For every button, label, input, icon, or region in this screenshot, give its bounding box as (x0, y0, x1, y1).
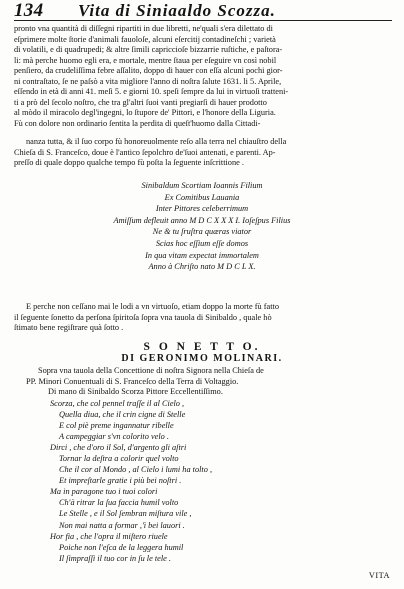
page-number: 134 (14, 0, 44, 21)
text-line: eſprimere molte ſtorie d'animali fauoloſe, alcuni eſercitij contadineſchi ; varietà (14, 34, 276, 44)
text-line: penſiero, da crudeliſſima febre aſſalito, doppo di hauer con eſſa alcuni pochi gior- (14, 66, 283, 75)
epitaph-line: Ne & tu ſruſtra quæras viator (152, 227, 252, 237)
sonetto-author: DI GERONIMO MOLINARI. (121, 353, 283, 364)
epitaph-line: Ex Comitibus Lauania (164, 192, 240, 202)
poem-line: Dirci , che d'oro il Sol, d'argento gli aſtri (50, 443, 187, 453)
text-line: il ſeguente ſonetto da perſona ſpiritoſa ſopra vna tauola di Sinibaldo , quale hò (14, 312, 272, 322)
poem-line: Ch'à ritrar la ſua faccia humil volto (59, 498, 179, 508)
epitaph-line: Anno à Chriſto nato M D C L X. (148, 262, 256, 272)
subheading-line: Sopra vna tauola della Concettione di noſtra Signora nella Chieſa de (38, 366, 264, 375)
epitaph-line: Inter Pittores celeberrimum (155, 204, 249, 214)
poem-line: Non mai natta a formar ,'ì bei lauori . (59, 520, 185, 530)
subheading-line: PP. Minori Conuentuali di S. Franceſco della Terra di Voltaggio. (26, 376, 239, 386)
text-line: ni contraſtato, ſe ne paſsò a vita migliore l'anno di noſtra ſalute 1631. li 5. Aprile, (14, 76, 282, 86)
text-line: nanza tutta, & il ſuo corpo fù honoreuolmente reſo alla terra nel chiauſtro della (26, 137, 287, 146)
text-line: li: mà perche huomo egli era, e mortale, mentre ſtaua per eſeguire vn così nobil (14, 55, 277, 65)
poem-line: Ma in paragone tuo i tuoi colori (50, 487, 158, 497)
prose-block-2 (14, 137, 392, 169)
text-line: ſtimato bene regiſtrare quà ſotto . (14, 323, 124, 332)
text-line: Fù con dolore non ordinario ſentita la perdita di queſt'huomo dalla Cittadi- (14, 118, 261, 128)
page-header (14, 0, 392, 21)
subheading-line: Di mano di Sinibaldo Scorza Pittore Eccellentiſſimo. (48, 387, 223, 396)
poem-line: Et impreſtarle gratie i più bei noſtri . (59, 476, 182, 486)
poem-line: Le Stelle , e il Sol ſembran miſtura vile , (59, 509, 192, 519)
poem-line: Scorza, che col pennel traſſe il al Cielo , (50, 399, 185, 408)
text-line: al mòdo il miracolo degl'ingegni, lo ſtupore de' Pittori, e l'honore della Liguria. (14, 108, 276, 117)
poem-line: Quella diua, che il crin cigne di Stelle (59, 410, 186, 420)
poem-line: Tornar la deſtra a colorir quel volto (59, 454, 179, 464)
text-line: pronto vna quantità di diſſegni ripartiti in due libretti, ne'quali s'era dilettato di (14, 24, 273, 33)
text-line: eſſendo in età di anni 41. meſi 5. e giorni 10. speſi ſempre da lui in virtuoſi tratteni- (14, 87, 289, 96)
epitaph-line: Scias hoc eſſium eſſe domos (155, 238, 249, 248)
epitaph-line: Amiſſum defleuit anno M D C X X X I. Ioſeſpus Filius (113, 215, 291, 225)
text-line: Chieſa di S. Franceſco, doue è l'antico ſepolchro de'ſuoi antenati, e parenti. Ap- (14, 147, 276, 157)
running-title: Vita di Siniaaldo Scozza. (78, 1, 276, 20)
text-line: E perche non ceſſano mai le lodi a vn virtuoſo, etiam doppo la morte fù fatto (26, 302, 279, 311)
sonetto-subheading (14, 366, 392, 398)
text-line: di volatili, e di quadrupedi; & altre ſimili capriccioſe bizzarrie ruſtiche, e paſtora- (14, 45, 283, 54)
poem-line: Il ſimpraſſi il tuo cor in ſu le tele . (59, 553, 171, 563)
prose-block-1 (14, 24, 392, 129)
epitaph-inscription (0, 180, 404, 273)
poem-line: Poiche non l'eſca de la leggera humil (59, 542, 184, 552)
poem-line: A campeggiar s'vn colorito velo . (59, 432, 169, 442)
sonetto-heading: S O N E T T O. (143, 341, 261, 353)
epitaph-line: Sinibaldum Scortiam Ioannis Filium (141, 181, 263, 190)
text-line: preſſo di quale doppo qualche tempo fù poſta la ſeguente inſcrittione . (14, 158, 244, 167)
catchword: VITA (368, 571, 390, 580)
poem-line: Hor fia , che l'opra il miſtero riuele (50, 531, 168, 541)
poem-line: Che il cor al Mondo , al Cielo i lumi ha tolto , (59, 465, 213, 475)
text-line: ti a prò del ſecolo noſtro, che tra gl'altri ſuoi vanti pregiarſi di hauer prodotto (14, 97, 267, 107)
epitaph-line: In qua vitam expectat immortalem (145, 250, 259, 260)
poem-line: E col piè preme ingannatur ribelle (59, 421, 174, 431)
sonnet-poem (50, 398, 370, 564)
prose-block-3 (14, 302, 392, 334)
